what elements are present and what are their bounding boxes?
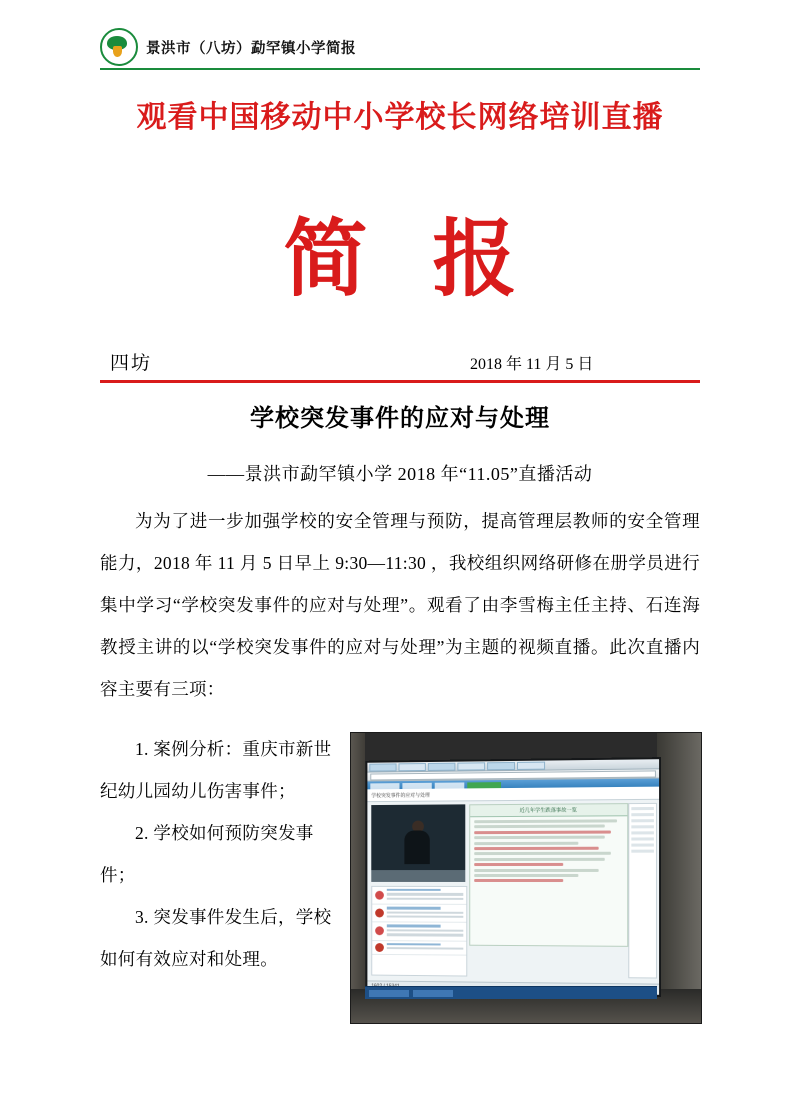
lower-section — [100, 728, 700, 1028]
rail-line — [631, 850, 654, 853]
slide-body — [470, 816, 627, 888]
comment-text — [387, 925, 463, 938]
slide-line — [474, 836, 605, 840]
browser-tab — [369, 763, 396, 771]
browser-tab — [457, 762, 485, 770]
browser-tab — [487, 761, 515, 769]
rail-line — [631, 825, 654, 828]
content-list — [100, 728, 346, 980]
body-paragraph-block — [100, 500, 700, 710]
slide-line — [474, 830, 611, 834]
rail-line — [631, 831, 654, 834]
list-item: 2. 学校如何预防突发事件； — [100, 823, 314, 885]
avatar — [375, 909, 384, 918]
issue-date: 2018 年 11 月 5 日 — [470, 356, 594, 373]
slide-line — [474, 852, 611, 855]
slide-title: 近几年学生跌落事故一览 — [470, 804, 627, 817]
bulletin-bigword: 简 报 — [283, 214, 539, 307]
list-item: 1. 案例分析：重庆市新世纪幼儿园幼儿伤害事件； — [100, 739, 332, 801]
masthead-divider — [100, 68, 700, 70]
avatar — [375, 927, 384, 936]
headline: 观看中国移动中小学校长网络培训直播 — [136, 101, 664, 134]
speaker-body — [404, 830, 429, 864]
list-item — [372, 923, 466, 942]
comment-text — [387, 889, 463, 902]
page-title: 学校突发事件的应对与处理 — [250, 405, 550, 432]
slide-line — [474, 841, 578, 844]
slide-line — [474, 847, 599, 850]
school-emblem-icon — [100, 28, 138, 66]
masthead-title: 景洪市（八坊）勐罕镇小学简报 — [146, 40, 356, 57]
slide-line — [474, 868, 599, 871]
browser-tab — [428, 762, 456, 770]
issue-line — [100, 348, 700, 378]
slide-line — [474, 863, 563, 866]
list-item — [372, 905, 466, 923]
video-player — [371, 804, 465, 882]
rail-line — [631, 807, 654, 810]
photo-wall-right — [657, 733, 701, 1023]
projected-screen — [367, 759, 659, 995]
avatar — [375, 891, 384, 900]
webpage-content — [367, 787, 659, 995]
rail-line — [631, 844, 654, 847]
comment-list — [371, 886, 467, 977]
avatar — [375, 943, 384, 952]
slide-line — [474, 825, 605, 829]
page-subtitle: ——景洪市勐罕镇小学 2018 年“11.05”直播活动 — [207, 464, 593, 484]
right-rail — [628, 803, 657, 979]
rail-line — [631, 837, 654, 840]
list-item: 3. 突发事件发生后，学校如何有效应对和处理。 — [100, 907, 332, 969]
slide-line — [474, 858, 605, 861]
webpage-title: 学校突发事件的应对与处理 — [367, 787, 659, 803]
presentation-slide — [469, 803, 628, 947]
browser-tab — [398, 763, 425, 771]
red-divider — [100, 380, 700, 383]
list-item — [372, 941, 466, 956]
os-taskbar — [365, 986, 657, 999]
masthead — [100, 28, 356, 66]
issue-unit-label: 四坊 — [110, 353, 153, 374]
rail-line — [631, 813, 654, 816]
comment-text — [387, 943, 463, 952]
browser-tab — [517, 761, 545, 769]
taskbar-item — [369, 990, 409, 997]
live-broadcast-screen-photo — [350, 732, 702, 1024]
taskbar-item — [413, 990, 453, 997]
body-paragraph: 为为了进一步加强学校的安全管理与预防，提高管理层教师的安全管理能力，2018 年 11 月 5 日早上 9:30—11:30 ，我校组织网络研修在册学员进行集中学习“学校突发事件的应对与处理”。观看了由李雪梅主任主持、石连海教授主讲的以“学校突发事件的应对与处理”为主题的视频直播。此次直播内容主要有三项： — [100, 511, 700, 699]
slide-line — [474, 879, 563, 882]
slide-line — [474, 874, 578, 877]
list-item — [372, 887, 466, 905]
photo-wall-left — [351, 733, 365, 1023]
rail-line — [631, 819, 654, 822]
slide-line — [474, 819, 617, 823]
desk — [371, 870, 465, 882]
comment-text — [387, 907, 463, 920]
